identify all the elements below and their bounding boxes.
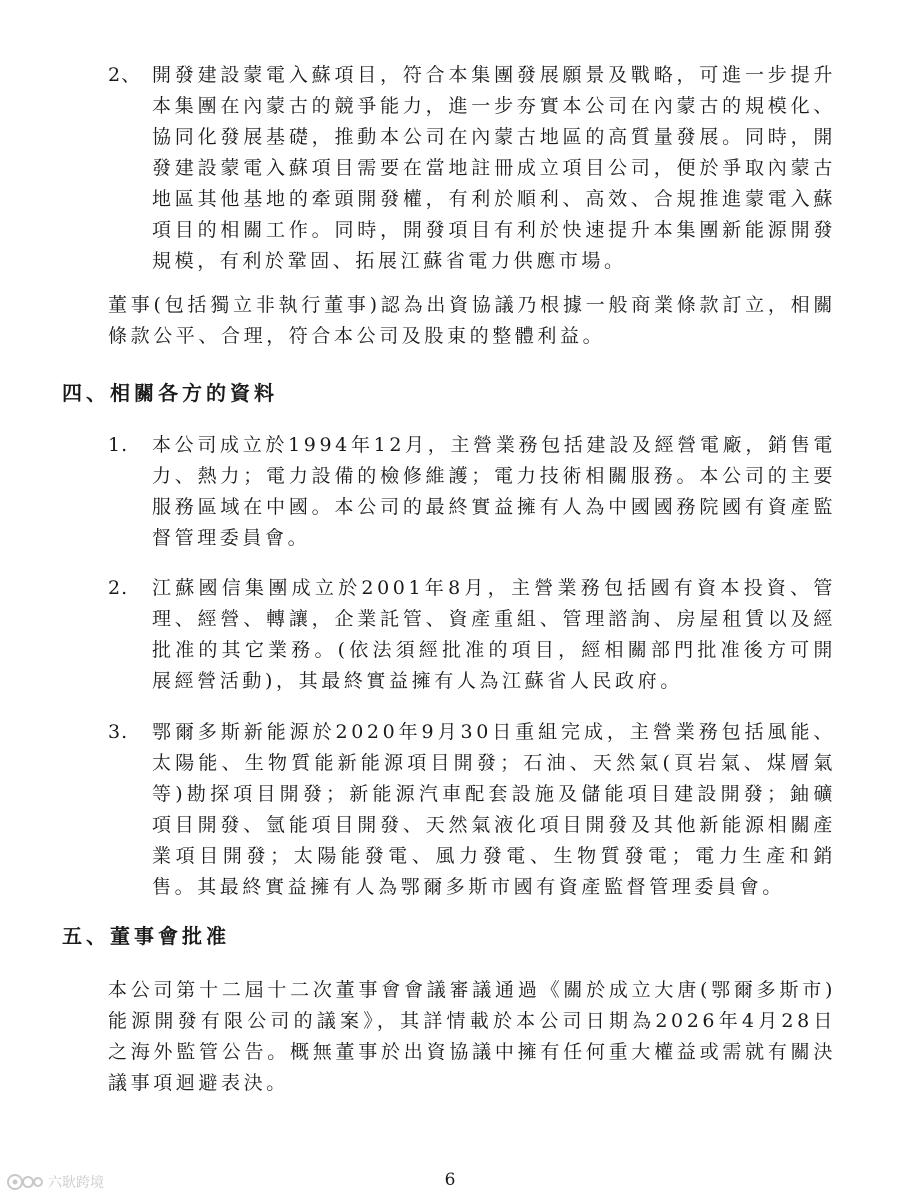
list-item-number: 1. <box>108 434 129 456</box>
list-item <box>108 430 836 560</box>
list-item-text: 江蘇國信集團成立於2001年8月，主營業務包括國有資本投資、管理、經營、轉讓，企業託管、資產重組、管理諮詢、房屋租賃以及經批准的其它業務。(依法須經批准的項目，經相關部門批准後方可開展經營活動)，其最終實益擁有人為江蘇省人民政府。 <box>152 577 836 692</box>
list-item-text: 開發建設蒙電入蘇項目，符合本集團發展願景及戰略，可進一步提升本集團在內蒙古的競爭能力，進一步夯實本公司在內蒙古的規模化、協同化發展基礎，推動本公司在內蒙古地區的高質量發展。同時，開發建設蒙電入蘇項目需要在當地註冊成立項目公司，便於爭取內蒙古地區其他基地的牽頭開發權，有利於順利、高效、合規推進蒙電入蘇項目的相關工作。同時，開發項目有利於快速提升本集團新能源開發規模，有利於鞏固、拓展江蘇省電力供應市場。 <box>152 64 836 272</box>
list-item-number: 3. <box>108 721 129 743</box>
watermark <box>6 1172 104 1192</box>
list-item-number: 2、 <box>108 64 142 86</box>
list-item <box>108 717 836 907</box>
page-number: 6 <box>444 1170 456 1190</box>
directors-opinion-paragraph: 董事(包括獨立非執行董事)認為出資協議乃根據一般商業條款訂立，相關條款公平、合理，符合本公司及股東的整體利益。 <box>108 294 836 347</box>
watermark-text: 六耿跨境 <box>48 1175 104 1191</box>
section-4-heading: 四、相關各方的資料 <box>62 381 278 405</box>
logo-icon <box>6 1172 44 1192</box>
list-item-text: 鄂爾多斯新能源於2020年9月30日重組完成，主營業務包括風能、太陽能、生物質能新能源項目開發；石油、天然氣(頁岩氣、煤層氣等)勘探項目開發；新能源汽車配套設施及儲能項目建設開發；鈾礦項目開發、氫能項目開發、天然氣液化項目開發及其他新能源相關產業項目開發；太陽能發電、風力發電、生物質發電；電力生產和銷售。其最終實益擁有人為鄂爾多斯市國有資產監督管理委員會。 <box>152 721 836 898</box>
list-item-text: 本公司成立於1994年12月，主營業務包括建設及經營電廠，銷售電力、熱力；電力設備的檢修維護；電力技術相關服務。本公司的主要服務區域在中國。本公司的最終實益擁有人為中國國務院國有資產監督管理委員會。 <box>152 434 836 549</box>
list-item <box>108 573 836 703</box>
section-5-heading: 五、董事會批准 <box>62 924 230 948</box>
board-approval-paragraph: 本公司第十二屆十二次董事會會議審議通過《關於成立大唐(鄂爾多斯市)能源開發有限公司的議案》，其詳情載於本公司日期為2026年4月28日之海外監管公告。概無董事於出資協議中擁有任何重大權益或需就有關決議事項迴避表決。 <box>108 979 836 1094</box>
list-item-number: 2. <box>108 577 129 599</box>
list-item-2-continued <box>108 60 836 280</box>
